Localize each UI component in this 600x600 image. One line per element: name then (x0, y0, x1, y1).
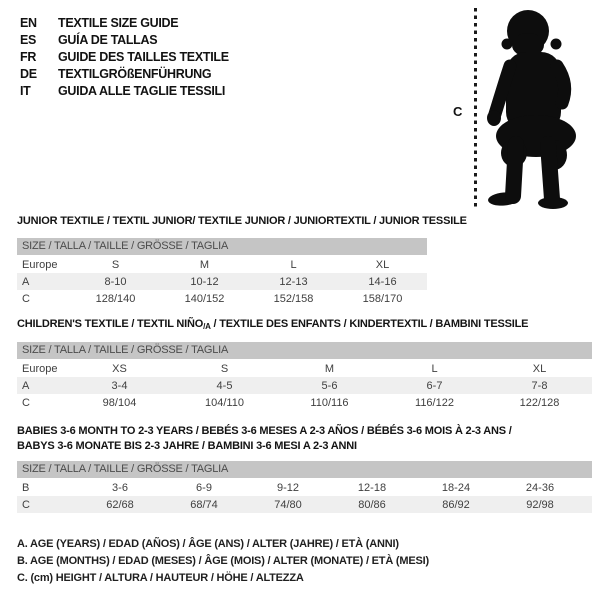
size-cell: M (199, 258, 210, 271)
row-label: C (17, 496, 78, 513)
junior-size-table (17, 256, 427, 307)
size-cell: XL (532, 362, 547, 375)
age-cell: 6-7 (382, 377, 487, 394)
height-cell: 74/80 (246, 496, 330, 513)
age-cell: 5-6 (277, 377, 382, 394)
table-row-age (17, 273, 427, 290)
size-header-bar: SIZE / TALLA / TAILLE / GRÖSSE / TAGLIA (17, 342, 592, 359)
height-cell: 68/74 (162, 496, 246, 513)
age-cell: 6-9 (196, 481, 212, 494)
legend-footnotes (17, 536, 429, 587)
size-cell: M (324, 362, 335, 375)
height-cell: 152/158 (273, 292, 314, 305)
age-cell: 12-13 (249, 273, 338, 290)
babies-table-title (17, 424, 512, 454)
junior-table (17, 238, 427, 307)
height-cell: 140/152 (184, 292, 225, 305)
children-size-table (17, 360, 592, 411)
children-title-main: CHILDREN'S TEXTILE / TEXTIL NIÑO (17, 318, 204, 330)
row-label: A (17, 377, 67, 394)
height-measure-dashed-line (474, 8, 477, 208)
guide-title: GUIDE DES TAILLES TEXTILE (58, 50, 229, 64)
table-row-height (17, 290, 427, 307)
size-header-bar: SIZE / TALLA / TAILLE / GRÖSSE / TAGLIA (17, 461, 592, 478)
children-table (17, 342, 592, 411)
height-cell: 128/140 (95, 292, 136, 305)
baby-silhouette-icon (486, 6, 586, 214)
guide-title: GUÍA DE TALLAS (58, 33, 158, 47)
footnote-age-years: A. AGE (YEARS) / EDAD (AÑOS) / ÂGE (ANS) / ALTER (JAHRE) / ETÀ (ANNI) (17, 538, 399, 550)
language-title-list (20, 14, 229, 99)
table-row-age-months (17, 479, 592, 496)
height-cell: 98/104 (102, 396, 137, 409)
row-label: Europe (22, 362, 58, 375)
filler-cell (582, 496, 592, 513)
row-label: C (22, 292, 30, 305)
language-code: IT (20, 84, 31, 98)
height-cell: 104/110 (205, 396, 244, 409)
footnote-height-cm: C. (cm) HEIGHT / ALTURA / HAUTEUR / HÖHE / ALTEZZA (17, 572, 304, 584)
language-row (20, 14, 229, 31)
babies-size-table (17, 479, 592, 513)
guide-title: GUIDA ALLE TAGLIE TESSILI (58, 84, 226, 98)
language-code: ES (20, 33, 37, 47)
height-cell: 80/86 (330, 496, 414, 513)
size-cell: XS (112, 362, 127, 375)
height-cell: 92/98 (498, 496, 582, 513)
table-row-height (17, 394, 592, 411)
age-cell: 14-16 (338, 273, 427, 290)
babies-table (17, 461, 592, 513)
row-label: C (22, 396, 30, 409)
language-row (20, 65, 229, 82)
row-label: Europe (22, 258, 58, 271)
children-title-subscript: /A (203, 322, 211, 331)
table-row-europe (17, 360, 592, 377)
age-cell: 4-5 (172, 377, 277, 394)
row-label: A (17, 273, 71, 290)
language-row (20, 48, 229, 65)
language-row (20, 82, 229, 99)
size-cell: L (290, 258, 297, 271)
size-cell: XL (375, 258, 390, 271)
language-code: DE (20, 67, 37, 81)
size-cell: L (431, 362, 438, 375)
babies-title-line2: BABYS 3-6 MONATE BIS 2-3 JAHRE / BAMBINI 3-6 MESI A 2-3 ANNI (17, 440, 357, 452)
age-cell: 3-4 (67, 377, 172, 394)
table-row-height (17, 496, 592, 513)
size-cell: S (111, 258, 120, 271)
height-cell: 158/170 (362, 292, 403, 305)
age-cell: 9-12 (276, 481, 300, 494)
size-cell: S (220, 362, 229, 375)
guide-title: TEXTILGRÖßENFÜHRUNG (58, 67, 212, 81)
language-code: EN (20, 16, 37, 30)
children-table-title (17, 318, 528, 331)
language-code: FR (20, 50, 37, 64)
filler-cell (582, 479, 592, 496)
age-cell: 10-12 (160, 273, 249, 290)
children-title-rest: / TEXTILE DES ENFANTS / KINDERTEXTIL / BAMBINI TESSILE (210, 318, 529, 330)
footnote-age-months: B. AGE (MONTHS) / EDAD (MESES) / ÂGE (MOIS) / ALTER (MONATE) / ETÀ (MESI) (17, 555, 429, 567)
height-cell: 116/122 (415, 396, 454, 409)
junior-table-title: JUNIOR TEXTILE / TEXTIL JUNIOR/ TEXTILE JUNIOR / JUNIORTEXTIL / JUNIOR TESSILE (17, 215, 467, 227)
size-header-bar: SIZE / TALLA / TAILLE / GRÖSSE / TAGLIA (17, 238, 427, 255)
height-cell: 86/92 (414, 496, 498, 513)
table-row-europe (17, 256, 427, 273)
language-row (20, 31, 229, 48)
table-row-age (17, 377, 592, 394)
age-cell: 3-6 (112, 481, 128, 494)
age-cell: 24-36 (525, 481, 555, 494)
age-cell: 7-8 (487, 377, 592, 394)
age-cell: 8-10 (71, 273, 160, 290)
height-cell: 62/68 (78, 496, 162, 513)
age-cell: 12-18 (357, 481, 387, 494)
row-label: B (22, 481, 30, 494)
height-cell: 110/116 (310, 396, 349, 409)
height-measure-label: C (453, 104, 463, 119)
babies-title-line1: BABIES 3-6 MONTH TO 2-3 YEARS / BEBÉS 3-6 MESES A 2-3 AÑOS / BÉBÉS 3-6 MOIS À 2-3 ANS / (17, 425, 512, 437)
guide-title: TEXTILE SIZE GUIDE (58, 16, 179, 30)
age-cell: 18-24 (441, 481, 471, 494)
height-cell: 122/128 (519, 396, 560, 409)
